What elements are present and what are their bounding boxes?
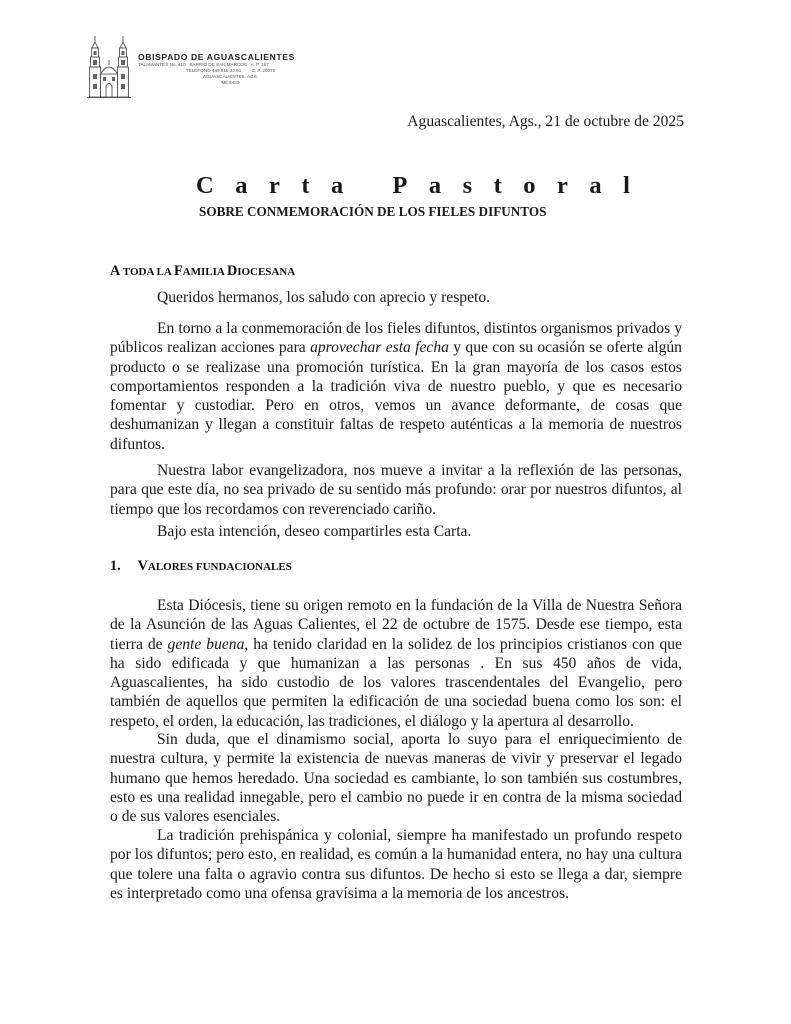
- paragraph-evangelization: [110, 461, 682, 519]
- page-subtitle: SOBRE CONMEMORACIÓN DE LOS FIELES DIFUNTOS: [199, 204, 547, 219]
- emphasis-text: aprovechar esta fecha: [310, 339, 449, 357]
- salutation-part: AMILIA: [182, 266, 227, 278]
- salutation-part: D: [226, 263, 238, 279]
- section-number: 1.: [110, 558, 121, 574]
- cathedral-icon: [86, 34, 132, 100]
- paragraph-text: Nuestra labor evangelizadora, nos mueve a invitar a la reflexión de las personas, para que este día, no sea privado de su sentido más profundo: orar por nuestros difuntos, al tiempo que los recordamos con reverenciado cariño.: [110, 462, 682, 518]
- paragraph-greeting: [110, 288, 682, 307]
- salutation-part: TODA LA: [120, 266, 174, 278]
- phone-line: TELEFONO 449 915 32 61 C. P. 20070: [185, 68, 276, 73]
- letterhead-text: [138, 52, 323, 86]
- paragraph-diocese-origin: [110, 596, 682, 731]
- paragraph-commemoration: [110, 319, 682, 454]
- paragraph-text: , ha tenido claridad en la solidez de los principios cristianos con que ha sido edificada y que humanizan a las personas . En sus 450 años de vida, Aguascalientes, ha sido custodio de los valores trascendentales del Evangelio, pero también de aquellos que permiten la edificación de una sociedad buena como los son: el respeto, el orden, la educación, las tradiciones, el diálogo y la apertura al desarrollo.: [110, 635, 682, 730]
- paragraph-text: En torno a la conmemoración de los fieles difuntos, distintos organismos privados y públicos realizan acciones para: [110, 320, 682, 357]
- city-line: AGUASCALIENTES, AGS.: [203, 74, 258, 79]
- paragraph-text: y que con su ocasión se oferte algún producto o se realizase una promoción turística. En la gran mayoría de los casos estos comportamientos responden a la tradición viva de nuestro pueblo, y que es necesario fomentar y custodiar. Pero en otros, vemos un avance deformante, de cosas que deshumanizan y llegan a constituir faltas de respeto auténticas a la memoria de nuestros difuntos.: [110, 339, 682, 453]
- paragraph-intention: [110, 522, 682, 541]
- paragraph-tradition: [110, 826, 682, 903]
- salutation-part: IOCESANA: [237, 266, 296, 278]
- salutation-part: A: [110, 263, 121, 279]
- paragraph-text: Bajo esta intención, deseo compartirles esta Carta.: [157, 523, 472, 540]
- section-heading-part: V: [137, 558, 148, 574]
- letterhead: [86, 34, 326, 104]
- paragraph-text: Esta Diócesis, tiene su origen remoto en la fundación de la Villa de Nuestra Señora de la Asunción de las Aguas Calientes, el 22 de octubre de 1575. Desde ese tiempo, esta tierra de: [110, 597, 682, 653]
- section-1-heading: [110, 557, 292, 575]
- paragraph-text: Sin duda, que el dinamismo social, aporta lo suyo para el enriquecimiento de nuestra cultura, y permite la existencia de nuevas maneras de vivir y preservar el legado humano que hemos heredado. Una sociedad es cambiante, lo son también sus costumbres, esto es una realidad innegable, pero el cambio no puede ir en contra de la misma sociedad o de sus valores esenciales.: [110, 731, 682, 826]
- emphasis-text: gente buena: [167, 635, 245, 653]
- page-title: Carta Pastoral: [196, 172, 652, 199]
- salutation-heading: [110, 262, 295, 280]
- paragraph-text: La tradición prehispánica y colonial, siempre ha manifestado un profundo respeto por los difuntos; pero esto, en realidad, es común a la humanidad entera, no hay una cultura que tolere una falta o agravio contra sus difuntos. De hecho si esto se llega a dar, siempre es interpretado como una ofensa gravísima a la memoria de los ancestros.: [110, 827, 682, 902]
- country-line: MÉXICO: [221, 80, 240, 85]
- paragraph-social-dynamism: [110, 730, 682, 826]
- paragraph-text: Queridos hermanos, los saludo con aprecio y respeto.: [157, 289, 491, 306]
- organization-name: OBISPADO DE AGUASCALIENTES: [138, 52, 295, 62]
- salutation-part: F: [173, 263, 183, 279]
- section-heading-part: ALORES FUNDACIONALES: [147, 561, 292, 573]
- date-line: Aguascalientes, Ags., 21 de octubre de 2025: [407, 113, 684, 130]
- address-line: TALAMANTES No. 410 BARRIO DE SAN MARCOS A. P. 167: [138, 62, 269, 67]
